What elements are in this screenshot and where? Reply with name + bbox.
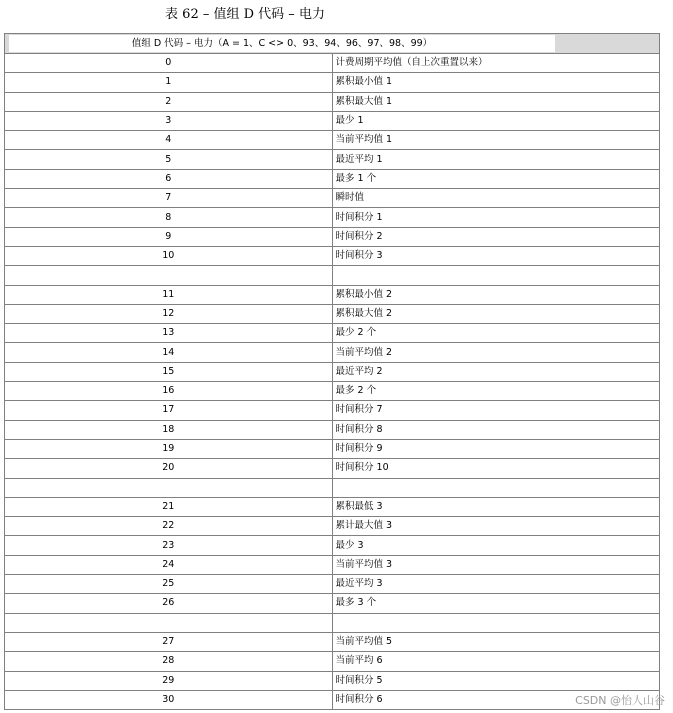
description-cell: [332, 478, 660, 497]
code-cell: [5, 478, 333, 497]
description-cell: 时间积分 2: [332, 227, 660, 246]
table-row: [5, 536, 660, 555]
code-cell: 15: [5, 362, 333, 381]
code-cell: 16: [5, 382, 333, 401]
code-cell: 8: [5, 208, 333, 227]
code-cell: 30: [5, 690, 333, 709]
table-row: [5, 594, 660, 613]
description-cell: 最多 1 个: [332, 169, 660, 188]
code-cell: 27: [5, 632, 333, 651]
description-cell: 最近平均 1: [332, 150, 660, 169]
table-row: [5, 285, 660, 304]
table-row: [5, 227, 660, 246]
code-cell: 7: [5, 189, 333, 208]
table-row: [5, 652, 660, 671]
table-row: [5, 459, 660, 478]
description-cell: 时间积分 6: [332, 690, 660, 709]
description-cell: 最多 2 个: [332, 382, 660, 401]
description-cell: 时间积分 8: [332, 420, 660, 439]
table-header-text: 值组 D 代码 – 电力（A = 1、C <> 0、93、94、96、97、98、99）: [9, 35, 555, 52]
table-row: [5, 439, 660, 458]
table-row: [5, 517, 660, 536]
table-header-cell: [5, 34, 660, 54]
table-row: [5, 671, 660, 690]
code-cell: 11: [5, 285, 333, 304]
description-cell: 时间积分 5: [332, 671, 660, 690]
table-row: [5, 208, 660, 227]
description-cell: 累积最低 3: [332, 497, 660, 516]
description-cell: [332, 266, 660, 285]
description-cell: 累积最小值 2: [332, 285, 660, 304]
table-title: 表 62 – 值组 D 代码 – 电力: [165, 7, 325, 22]
table-row: [5, 131, 660, 150]
code-cell: [5, 613, 333, 632]
code-cell: 21: [5, 497, 333, 516]
code-cell: 5: [5, 150, 333, 169]
table-row: [5, 362, 660, 381]
code-cell: 9: [5, 227, 333, 246]
table-row: [5, 111, 660, 130]
description-cell: 累积最大值 1: [332, 92, 660, 111]
table-row: [5, 420, 660, 439]
description-cell: 累计最大值 3: [332, 517, 660, 536]
code-cell: 29: [5, 671, 333, 690]
code-cell: [5, 266, 333, 285]
code-cell: 23: [5, 536, 333, 555]
code-cell: 4: [5, 131, 333, 150]
table-row: [5, 324, 660, 343]
table-row: [5, 343, 660, 362]
description-cell: 计费周期平均值（自上次重置以来）: [332, 54, 660, 73]
code-cell: 22: [5, 517, 333, 536]
code-cell: 13: [5, 324, 333, 343]
description-cell: 当前平均值 3: [332, 555, 660, 574]
code-cell: 14: [5, 343, 333, 362]
table-row: [5, 246, 660, 265]
code-cell: 0: [5, 54, 333, 73]
table-separator-row: [5, 478, 660, 497]
table-separator-row: [5, 613, 660, 632]
table-row: [5, 632, 660, 651]
description-cell: 时间积分 1: [332, 208, 660, 227]
code-cell: 1: [5, 73, 333, 92]
table-row: [5, 690, 660, 709]
table-row: [5, 150, 660, 169]
code-cell: 2: [5, 92, 333, 111]
code-cell: 28: [5, 652, 333, 671]
value-group-d-table: [4, 33, 660, 710]
code-cell: 17: [5, 401, 333, 420]
description-cell: 时间积分 9: [332, 439, 660, 458]
description-cell: 当前平均 6: [332, 652, 660, 671]
description-cell: 最少 1: [332, 111, 660, 130]
table-row: [5, 497, 660, 516]
description-cell: 累积最大值 2: [332, 304, 660, 323]
code-cell: 12: [5, 304, 333, 323]
code-cell: 20: [5, 459, 333, 478]
code-cell: 24: [5, 555, 333, 574]
table-row: [5, 304, 660, 323]
table-row: [5, 189, 660, 208]
code-cell: 26: [5, 594, 333, 613]
code-cell: 10: [5, 246, 333, 265]
code-cell: 18: [5, 420, 333, 439]
code-cell: 25: [5, 575, 333, 594]
table-row: [5, 92, 660, 111]
table-row: [5, 73, 660, 92]
description-cell: 时间积分 3: [332, 246, 660, 265]
code-cell: 6: [5, 169, 333, 188]
description-cell: 当前平均值 2: [332, 343, 660, 362]
description-cell: 最少 2 个: [332, 324, 660, 343]
description-cell: 最近平均 3: [332, 575, 660, 594]
description-cell: 时间积分 7: [332, 401, 660, 420]
description-cell: [332, 613, 660, 632]
table-separator-row: [5, 266, 660, 285]
code-cell: 3: [5, 111, 333, 130]
description-cell: 当前平均值 5: [332, 632, 660, 651]
description-cell: 当前平均值 1: [332, 131, 660, 150]
code-cell: 19: [5, 439, 333, 458]
description-cell: 累积最小值 1: [332, 73, 660, 92]
description-cell: 时间积分 10: [332, 459, 660, 478]
description-cell: 最近平均 2: [332, 362, 660, 381]
watermark: CSDN @怡人山谷: [575, 694, 665, 707]
table-row: [5, 169, 660, 188]
table-row: [5, 555, 660, 574]
table-row: [5, 401, 660, 420]
description-cell: 瞬时值: [332, 189, 660, 208]
table-header-row: [5, 34, 660, 54]
table-row: [5, 575, 660, 594]
description-cell: 最少 3: [332, 536, 660, 555]
description-cell: 最多 3 个: [332, 594, 660, 613]
table-row: [5, 54, 660, 73]
table-row: [5, 382, 660, 401]
